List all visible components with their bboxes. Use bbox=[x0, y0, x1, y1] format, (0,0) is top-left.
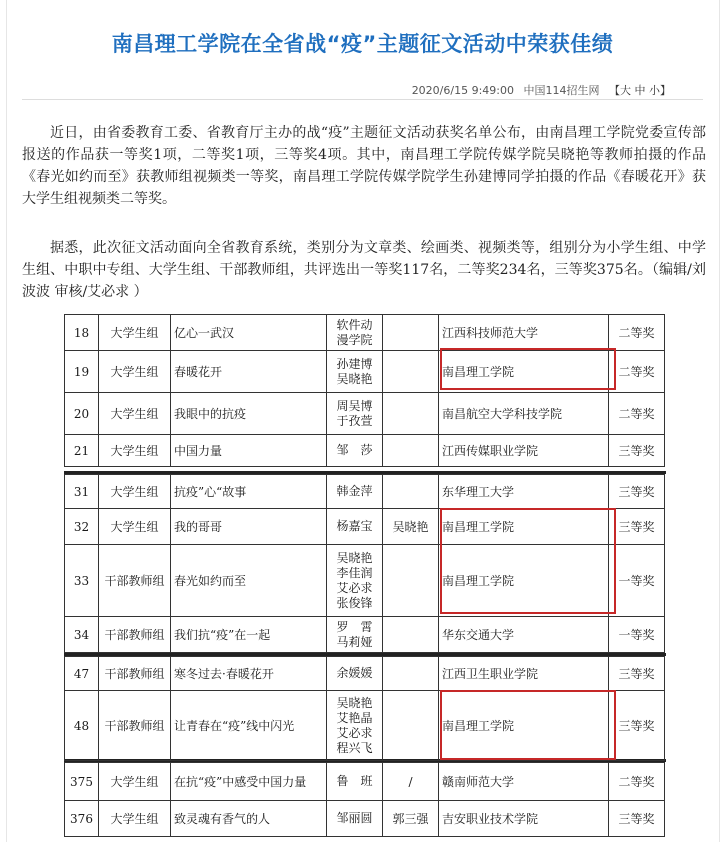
article-title: 南昌理工学院在全省战“疫”主题征文活动中荣获佳绩 bbox=[111, 32, 614, 56]
row-school: 东华理工大学 bbox=[439, 475, 609, 509]
row-tutor bbox=[383, 617, 439, 653]
row-title: 寒冬过去·春暖花开 bbox=[171, 657, 327, 691]
row-author: 软件动 漫学院 bbox=[327, 315, 383, 351]
row-title: 我眼中的抗疫 bbox=[171, 393, 327, 435]
row-number: 20 bbox=[65, 393, 99, 435]
row-title: 让青春在“疫”线中闪光 bbox=[171, 691, 327, 761]
row-school: 江西卫生职业学院 bbox=[439, 657, 609, 691]
row-title: 春光如约而至 bbox=[171, 545, 327, 617]
row-number: 21 bbox=[65, 435, 99, 467]
row-tutor bbox=[383, 351, 439, 393]
row-school: 南昌航空大学科技学院 bbox=[439, 393, 609, 435]
row-prize: 三等奖 bbox=[609, 801, 665, 837]
font-size-controls[interactable]: 【大 中 小】 bbox=[609, 84, 671, 97]
source-link[interactable]: 中国114招生网 bbox=[523, 84, 600, 97]
row-title: 我们抗“疫”在一起 bbox=[171, 617, 327, 653]
row-tutor bbox=[383, 315, 439, 351]
article-paragraph: 近日，由省委教育工委、省教育厅主办的战“疫”主题征文活动获奖名单公布，由南昌理工学院党委宣传部报送的作品获一等奖1项，二等奖1项，三等奖4项。其中，南昌理工学院传媒学院吴晓艳等教师拍摄的作品《春光如约而至》获教师组视频类一等奖，南昌理工学院传媒学院学生孙建博同学拍摄的作品《春暖花开》获大学生组视频类二等奖。 bbox=[22, 125, 706, 207]
table-row bbox=[65, 617, 665, 653]
article-meta bbox=[406, 82, 671, 98]
row-school: 吉安职业技术学院 bbox=[439, 801, 609, 837]
row-author: 邹丽圆 bbox=[327, 801, 383, 837]
table-row bbox=[65, 393, 665, 435]
table-row bbox=[65, 475, 665, 509]
table-row bbox=[65, 657, 665, 691]
row-group: 干部教师组 bbox=[99, 617, 171, 653]
row-author: 韩金萍 bbox=[327, 475, 383, 509]
row-tutor bbox=[383, 475, 439, 509]
row-tutor: 吴晓艳 bbox=[383, 509, 439, 545]
row-number: 376 bbox=[65, 801, 99, 837]
row-number: 18 bbox=[65, 315, 99, 351]
row-group: 大学生组 bbox=[99, 315, 171, 351]
row-group: 干部教师组 bbox=[99, 545, 171, 617]
row-school: 南昌理工学院 bbox=[439, 691, 609, 761]
table-row bbox=[65, 801, 665, 837]
row-author: 余媛媛 bbox=[327, 657, 383, 691]
row-title: 我的哥哥 bbox=[171, 509, 327, 545]
row-school: 华东交通大学 bbox=[439, 617, 609, 653]
row-school: 江西科技师范大学 bbox=[439, 315, 609, 351]
row-number: 31 bbox=[65, 475, 99, 509]
row-author: 邹 莎 bbox=[327, 435, 383, 467]
title-divider bbox=[22, 99, 703, 100]
row-title: 致灵魂有香气的人 bbox=[171, 801, 327, 837]
row-school: 南昌理工学院 bbox=[439, 545, 609, 617]
row-tutor bbox=[383, 545, 439, 617]
row-tutor bbox=[383, 435, 439, 467]
row-group: 大学生组 bbox=[99, 801, 171, 837]
row-title: 抗疫”心“故事 bbox=[171, 475, 327, 509]
row-group: 大学生组 bbox=[99, 509, 171, 545]
row-group: 大学生组 bbox=[99, 351, 171, 393]
row-author: 周吴博 于孜萱 bbox=[327, 393, 383, 435]
row-school: 赣南师范大学 bbox=[439, 763, 609, 801]
row-number: 33 bbox=[65, 545, 99, 617]
row-author: 吴晓艳 艾艳晶 艾必求 程兴飞 bbox=[327, 691, 383, 761]
row-group: 大学生组 bbox=[99, 435, 171, 467]
row-prize: 一等奖 bbox=[609, 617, 665, 653]
row-number: 32 bbox=[65, 509, 99, 545]
row-prize: 三等奖 bbox=[609, 475, 665, 509]
row-number: 48 bbox=[65, 691, 99, 761]
row-prize: 三等奖 bbox=[609, 657, 665, 691]
table-row bbox=[65, 315, 665, 351]
row-prize: 二等奖 bbox=[609, 393, 665, 435]
row-number: 47 bbox=[65, 657, 99, 691]
row-tutor bbox=[383, 657, 439, 691]
row-tutor bbox=[383, 393, 439, 435]
award-list-scan bbox=[64, 314, 666, 842]
row-title: 中国力量 bbox=[171, 435, 327, 467]
row-title: 春暖花开 bbox=[171, 351, 327, 393]
row-title: 在抗“疫”中感受中国力量 bbox=[171, 763, 327, 801]
row-author: 杨嘉宝 bbox=[327, 509, 383, 545]
highlight-box bbox=[440, 508, 616, 614]
row-author: 鲁 班 bbox=[327, 763, 383, 801]
row-title: 亿心一武汉 bbox=[171, 315, 327, 351]
row-author: 孙建博 吴晓艳 bbox=[327, 351, 383, 393]
row-tutor bbox=[383, 691, 439, 761]
row-prize: 一等奖 bbox=[609, 545, 665, 617]
row-prize: 三等奖 bbox=[609, 691, 665, 761]
table-row bbox=[65, 763, 665, 801]
row-group: 大学生组 bbox=[99, 475, 171, 509]
row-number: 19 bbox=[65, 351, 99, 393]
row-tutor: / bbox=[383, 763, 439, 801]
row-school: 南昌理工学院 bbox=[439, 509, 609, 545]
award-table-section bbox=[64, 314, 665, 467]
highlight-box bbox=[440, 348, 616, 390]
row-prize: 三等奖 bbox=[609, 509, 665, 545]
row-prize: 二等奖 bbox=[609, 351, 665, 393]
row-group: 干部教师组 bbox=[99, 657, 171, 691]
row-tutor: 郭三强 bbox=[383, 801, 439, 837]
row-school: 江西传媒职业学院 bbox=[439, 435, 609, 467]
row-school: 南昌理工学院 bbox=[439, 351, 609, 393]
table-row bbox=[65, 435, 665, 467]
row-group: 大学生组 bbox=[99, 393, 171, 435]
row-group: 大学生组 bbox=[99, 763, 171, 801]
row-prize: 二等奖 bbox=[609, 763, 665, 801]
row-prize: 三等奖 bbox=[609, 435, 665, 467]
row-author: 吴晓艳 李佳润 艾必求 张俊锋 bbox=[327, 545, 383, 617]
publish-datetime: 2020/6/15 9:49:00 bbox=[411, 84, 514, 97]
row-group: 干部教师组 bbox=[99, 691, 171, 761]
row-number: 375 bbox=[65, 763, 99, 801]
row-prize: 二等奖 bbox=[609, 315, 665, 351]
highlight-box bbox=[440, 690, 616, 760]
award-table-section bbox=[64, 762, 665, 837]
article-paragraph: 据悉，此次征文活动面向全省教育系统，类别分为文章类、绘画类、视频类等，组别分为小学生组、中学生组、中职中专组、大学生组、干部教师组，共评选出一等奖117名，二等奖234名，三等奖375名。（编辑/刘波波 审核/艾必求 ） bbox=[22, 240, 706, 300]
row-number: 34 bbox=[65, 617, 99, 653]
row-author: 罗 霄 马莉娅 bbox=[327, 617, 383, 653]
